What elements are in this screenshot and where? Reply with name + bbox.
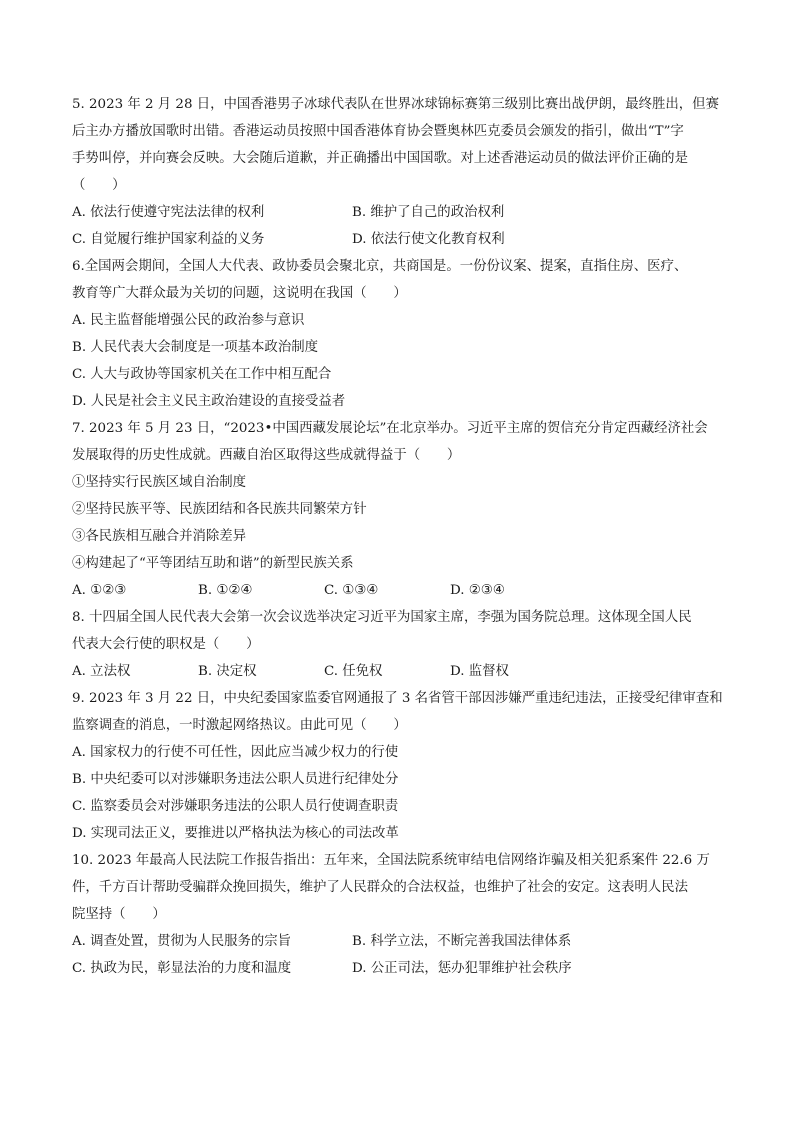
question-10-stem <box>72 847 732 928</box>
question-10-options-row-1 <box>72 928 732 955</box>
question-text-line: 院坚持（ ） <box>72 907 166 922</box>
option-d: D. 公正司法，惩办犯罪维护社会秩序 <box>352 961 572 976</box>
question-text-line: 5. 2023 年 2 月 28 日，中国香港男子冰球代表队在世界冰球锦标赛第三级别比赛出战伊朗，最终胜出，但赛 <box>72 97 719 112</box>
question-8-options <box>72 658 732 685</box>
question-text-line: 代表大会行使的职权是（ ） <box>72 637 260 652</box>
exam-page <box>72 91 732 982</box>
question-9-stem <box>72 685 732 739</box>
option-c: C. 人大与政协等国家机关在工作中相互配合 <box>72 367 332 382</box>
option-b: B. 维护了自己的政治权利 <box>352 205 505 220</box>
question-text-line: （ ） <box>72 178 126 193</box>
question-text-line: 件，千方百计帮助受骗群众挽回损失，维护了人民群众的合法权益，也维护了社会的安定。这表明人民法 <box>72 880 688 895</box>
option-a: A. ①②③ <box>72 583 127 598</box>
option-a: A. 民主监督能增强公民的政治参与意识 <box>72 313 305 328</box>
question-text-line: 9. 2023 年 3 月 22 日，中央纪委国家监委官网通报了 3 名省管干部因涉嫌严重违纪违法，正接受纪律审查和 <box>72 691 723 706</box>
question-9 <box>72 685 732 847</box>
option-d: D. ②③④ <box>450 583 505 598</box>
option-a: A. 立法权 <box>72 664 131 679</box>
option-b: B. 中央纪委可以对涉嫌职务违法公职人员进行纪律处分 <box>72 772 399 787</box>
question-text-line: 教育等广大群众最为关切的问题，这说明在我国（ ） <box>72 286 407 301</box>
option-a: A. 依法行使遵守宪法法律的权利 <box>72 205 265 220</box>
question-5-stem <box>72 91 732 199</box>
question-text-line: 手势叫停，并向赛会反映。大会随后道歉，并正确播出中国国歌。对上述香港运动员的做法评价正确的是 <box>72 151 688 166</box>
statement-2: ②坚持民族平等、民族团结和各民族共同繁荣方针 <box>72 502 367 517</box>
question-5 <box>72 91 732 253</box>
question-6 <box>72 253 732 415</box>
option-d: D. 监督权 <box>450 664 509 679</box>
option-b: B. 人民代表大会制度是一项基本政治制度 <box>72 340 318 355</box>
question-text-line: 7. 2023 年 5 月 23 日，“2023•中国西藏发展论坛”在北京举办。习近平主席的贺信充分肯定西藏经济社会 <box>72 421 708 436</box>
question-8 <box>72 604 732 685</box>
question-text-line: 8. 十四届全国人民代表大会第一次会议选举决定习近平为国家主席，李强为国务院总理。这体现全国人民 <box>72 610 692 625</box>
option-d: D. 实现司法正义，要推进以严格执法为核心的司法改革 <box>72 826 399 841</box>
question-6-stem <box>72 253 732 307</box>
option-c: C. ①③④ <box>324 583 379 598</box>
question-text-line: 后主办方播放国歌时出错。香港运动员按照中国香港体育协会暨奥林匹克委员会颁发的指引，做出“T”字 <box>72 124 684 139</box>
statement-3: ③各民族相互融合并消除差异 <box>72 529 247 544</box>
question-5-options-row-1 <box>72 199 732 226</box>
option-d: D. 依法行使文化教育权利 <box>352 232 505 247</box>
question-text-line: 发展取得的历史性成就。西藏自治区取得这些成就得益于（ ） <box>72 448 461 463</box>
question-7-stem <box>72 415 732 469</box>
question-text-line: 10. 2023 年最高人民法院工作报告指出：五年来，全国法院系统审结电信网络诈骗及相关犯系案件 22.6 万 <box>72 853 710 868</box>
option-b: B. 决定权 <box>198 664 257 679</box>
option-c: C. 自觉履行维护国家利益的义务 <box>72 232 265 247</box>
question-7 <box>72 415 732 604</box>
question-text-line: 6.全国两会期间，全国人大代表、政协委员会聚北京，共商国是。一份份议案、提案，直指住房、医疗、 <box>72 259 688 274</box>
option-d: D. 人民是社会主义民主政治建设的直接受益者 <box>72 394 346 409</box>
question-7-options <box>72 577 732 604</box>
statement-4: ④构建起了“平等团结互助和谐”的新型民族关系 <box>72 556 354 571</box>
option-a: A. 国家权力的行使不可任性，因此应当减少权力的行使 <box>72 745 399 760</box>
option-b: B. 科学立法，不断完善我国法律体系 <box>352 934 572 949</box>
option-c: C. 执政为民，彰显法治的力度和温度 <box>72 961 292 976</box>
option-c: C. 监察委员会对涉嫌职务违法的公职人员行使调查职责 <box>72 799 399 814</box>
option-b: B. ①②④ <box>198 583 253 598</box>
option-a: A. 调查处置，贯彻为人民服务的宗旨 <box>72 934 292 949</box>
question-10 <box>72 847 732 982</box>
question-10-options-row-2 <box>72 955 732 982</box>
option-c: C. 任免权 <box>324 664 383 679</box>
question-text-line: 监察调查的消息，一时激起网络热议。由此可见（ ） <box>72 718 407 733</box>
statement-1: ①坚持实行民族区域自治制度 <box>72 475 247 490</box>
question-5-options-row-2 <box>72 226 732 253</box>
question-8-stem <box>72 604 732 658</box>
